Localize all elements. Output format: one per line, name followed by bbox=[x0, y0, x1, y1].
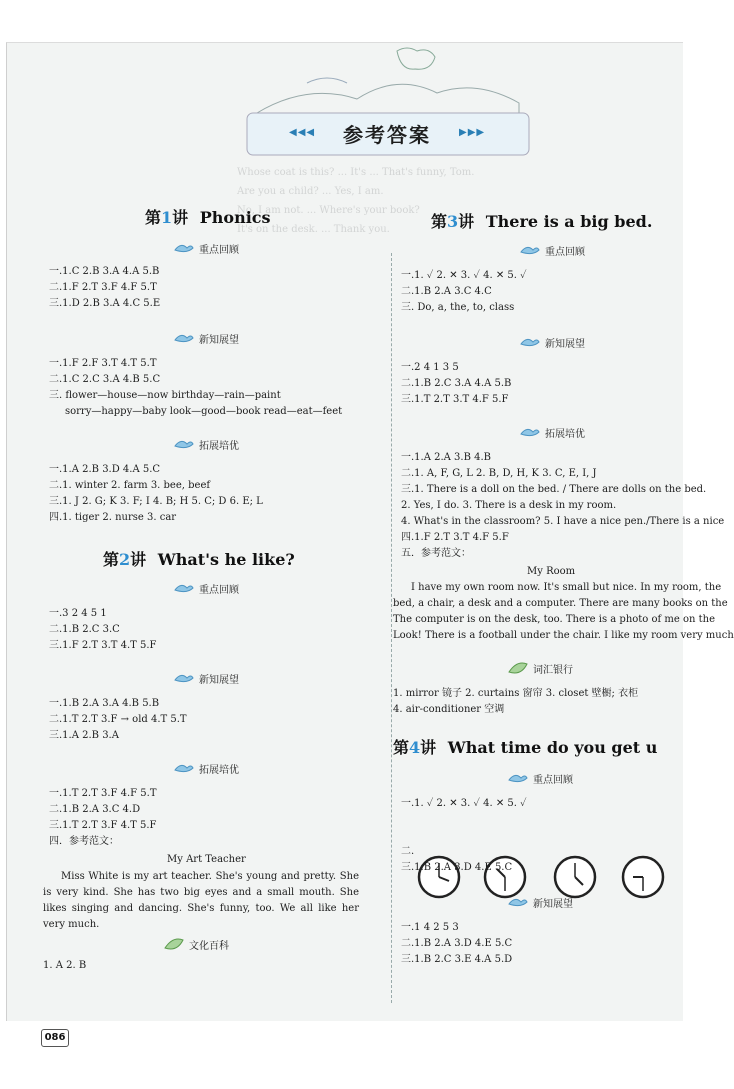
answer-line: 三. Do, a, the, to, class bbox=[401, 302, 515, 313]
answer-line: 四.1.F 2.T 3.T 4.F 5.F bbox=[401, 532, 509, 543]
answer-line: 三.1.D 2.B 3.A 4.C 5.E bbox=[49, 298, 161, 309]
bird-icon bbox=[519, 334, 541, 350]
section-label: 新知展望 bbox=[533, 898, 573, 910]
answer-line: 二.1.B 2.A 3.D 4.E 5.C bbox=[401, 938, 513, 949]
section-badge bbox=[519, 423, 585, 441]
bird-icon bbox=[507, 894, 529, 910]
book-page bbox=[6, 42, 734, 1043]
answer-line: 一.3 2 4 5 1 bbox=[49, 608, 107, 619]
lesson-num: 第 bbox=[431, 212, 448, 231]
lesson-jiang: 讲 bbox=[130, 550, 147, 569]
lesson-1-heading bbox=[145, 205, 271, 228]
lesson-title: What's he like? bbox=[157, 550, 295, 569]
lesson-no: 4 bbox=[409, 738, 421, 757]
section-badge bbox=[519, 241, 585, 259]
essay-line: I have my own room now. It's small but nice. In my room, the bbox=[411, 582, 722, 593]
essay-text: Miss White is my art teacher. She's young and pretty. She is very kind. She has two big eyes and a small mouth. She likes singing and dancing. She's funny, too. We all like her very much. bbox=[43, 871, 359, 930]
section-label: 词汇银行 bbox=[533, 664, 573, 676]
right-arrows-icon: ▶▶▶ bbox=[459, 127, 486, 138]
lesson-num: 第 bbox=[393, 738, 410, 757]
bird-icon bbox=[173, 760, 195, 776]
section-badge bbox=[507, 893, 573, 911]
answer-line: sorry—happy—baby look—good—book read—eat—feet bbox=[65, 406, 343, 417]
answer-line: 二. bbox=[401, 846, 415, 857]
bird-icon bbox=[519, 424, 541, 440]
answer-line: 1. mirror 镜子 2. curtains 窗帘 3. closet 壁橱; 衣柜 bbox=[393, 688, 639, 699]
lesson-num: 第 bbox=[145, 208, 162, 227]
answer-line: 二.1.T 2.T 3.F → old 4.T 5.T bbox=[49, 714, 187, 725]
answer-line: 一.1.A 2.B 3.D 4.A 5.C bbox=[49, 464, 161, 475]
answer-line: 三.1. J 2. G; K 3. F; I 4. B; H 5. C; D 6. E; L bbox=[49, 496, 263, 507]
bird-icon bbox=[173, 670, 195, 686]
lesson-title: There is a big bed. bbox=[485, 212, 653, 231]
bird-icon bbox=[173, 240, 195, 256]
answer-line: 一.1.F 2.F 3.T 4.T 5.T bbox=[49, 358, 157, 369]
answer-line: 一.1. ✓ 2. ✕ 3. ✓ 4. ✕ 5. ✓ bbox=[401, 270, 527, 281]
section-badge bbox=[173, 759, 239, 777]
lesson-no: 2 bbox=[119, 550, 131, 569]
bird-icon bbox=[173, 580, 195, 596]
header-banner bbox=[247, 43, 529, 155]
section-badge bbox=[173, 329, 239, 347]
answer-line: 一.1.A 2.A 3.B 4.B bbox=[401, 452, 492, 463]
answer-line: 三.1.T 2.T 3.F 4.T 5.F bbox=[49, 820, 157, 831]
clock-icon bbox=[621, 855, 665, 899]
section-badge bbox=[507, 659, 573, 677]
essay-title: My Room bbox=[527, 566, 576, 577]
lesson-num: 第 bbox=[103, 550, 120, 569]
left-arrows-icon: ◀◀◀ bbox=[289, 127, 316, 138]
section-label: 新知展望 bbox=[199, 674, 239, 686]
answer-line: 一.1.C 2.B 3.A 4.A 5.B bbox=[49, 266, 160, 277]
lesson-jiang: 讲 bbox=[420, 738, 437, 757]
essay-line: bed, a chair, a desk and a computer. There are many books on the bbox=[393, 598, 728, 609]
section-label: 新知展望 bbox=[545, 338, 585, 350]
answer-line: 三. flower—house—now birthday—rain—paint bbox=[49, 390, 281, 401]
answer-line: 三.1. There is a doll on the bed. / There are dolls on the bed. bbox=[401, 484, 707, 495]
answer-line: 四．参考范文： bbox=[49, 836, 119, 847]
section-badge bbox=[173, 669, 239, 687]
section-badge bbox=[173, 579, 239, 597]
section-label: 拓展培优 bbox=[199, 440, 239, 452]
section-badge bbox=[507, 769, 573, 787]
section-label: 文化百科 bbox=[189, 940, 229, 952]
essay-title: My Art Teacher bbox=[167, 854, 246, 865]
section-label: 重点回顾 bbox=[545, 246, 585, 258]
lesson-3-heading bbox=[431, 209, 652, 232]
essay-line: Look! There is a football under the chair. I like my room very much bbox=[393, 630, 734, 641]
answer-line: 二.1.C 2.C 3.A 4.B 5.C bbox=[49, 374, 161, 385]
answer-line: 一.1 4 2 5 3 bbox=[401, 922, 459, 933]
answer-line: 一.1.B 2.A 3.A 4.B 5.B bbox=[49, 698, 160, 709]
section-badge bbox=[173, 435, 239, 453]
lesson-2-heading bbox=[103, 547, 295, 570]
answer-line: 三.1.T 2.T 3.T 4.F 5.F bbox=[401, 394, 509, 405]
section-label: 重点回顾 bbox=[199, 244, 239, 256]
section-badge bbox=[163, 935, 229, 953]
answer-line: 二.1.B 2.A 3.C 4.C bbox=[401, 286, 492, 297]
section-label: 重点回顾 bbox=[199, 584, 239, 596]
lesson-title: What time do you get u bbox=[447, 738, 658, 757]
answer-line: 4. What's in the classroom? 5. I have a nice pen./There is a nice bbox=[401, 516, 725, 527]
answer-line: 二.1. winter 2. farm 3. bee, beef bbox=[49, 480, 211, 491]
essay-line: The computer is on the desk, too. There is a photo of me on the bbox=[393, 614, 715, 625]
answer-line: 二.1.B 2.C 3.C bbox=[49, 624, 120, 635]
answer-line: 二.1.B 2.A 3.C 4.D bbox=[49, 804, 141, 815]
page-number: 086 bbox=[41, 1029, 69, 1047]
bird-icon bbox=[507, 770, 529, 786]
answer-line: 1. A 2. B bbox=[43, 960, 87, 971]
answer-line: 一.1. ✓ 2. ✕ 3. ✓ 4. ✕ 5. ✓ bbox=[401, 798, 527, 809]
section-label: 拓展培优 bbox=[545, 428, 585, 440]
answer-line: 一.2 4 1 3 5 bbox=[401, 362, 459, 373]
page-title: 参考答案 bbox=[343, 123, 431, 147]
answer-line: 三.1.B 2.C 3.E 4.A 5.D bbox=[401, 954, 513, 965]
leaf-icon bbox=[163, 936, 185, 952]
section-badge bbox=[173, 239, 239, 257]
lesson-no: 1 bbox=[161, 208, 173, 227]
answer-line: 4. air-conditioner 空调 bbox=[393, 704, 505, 715]
section-label: 拓展培优 bbox=[199, 764, 239, 776]
section-badge bbox=[519, 333, 585, 351]
bird-icon bbox=[173, 330, 195, 346]
bird-icon bbox=[519, 242, 541, 258]
lesson-jiang: 讲 bbox=[172, 208, 189, 227]
bird-icon bbox=[173, 436, 195, 452]
answer-line: 五．参考范文： bbox=[401, 548, 471, 559]
answer-line: 二.1.B 2.C 3.A 4.A 5.B bbox=[401, 378, 512, 389]
lesson-no: 3 bbox=[447, 212, 459, 231]
section-label: 重点回顾 bbox=[533, 774, 573, 786]
lesson-4-heading bbox=[393, 735, 657, 758]
lesson-title: Phonics bbox=[199, 208, 271, 227]
answer-line: 三.1.F 2.T 3.T 4.T 5.F bbox=[49, 640, 157, 651]
section-label: 新知展望 bbox=[199, 334, 239, 346]
answer-line: 三.1.B 2.A 3.D 4.E 5.C bbox=[401, 862, 513, 873]
bleed-through-text: Whose coat is this? ... It's ... That's funny, Tom. Are you a child? ... Yes, I am. No, I am not. ... Where's your book? It's on the desk. ... Thank you. bbox=[237, 167, 475, 235]
answer-line: 一.1.T 2.T 3.F 4.F 5.T bbox=[49, 788, 157, 799]
column-divider bbox=[391, 253, 392, 1003]
answer-line: 三.1.A 2.B 3.A bbox=[49, 730, 119, 741]
answer-line: 四.1. tiger 2. nurse 3. car bbox=[49, 512, 177, 523]
leaf-icon bbox=[507, 660, 529, 676]
answer-line: 二.1.F 2.T 3.F 4.F 5.T bbox=[49, 282, 157, 293]
answer-line: 2. Yes, I do. 3. There is a desk in my room. bbox=[401, 500, 617, 511]
lesson-jiang: 讲 bbox=[458, 212, 475, 231]
answer-line: 二.1. A, F, G, L 2. B, D, H, K 3. C, E, I, J bbox=[401, 468, 597, 479]
